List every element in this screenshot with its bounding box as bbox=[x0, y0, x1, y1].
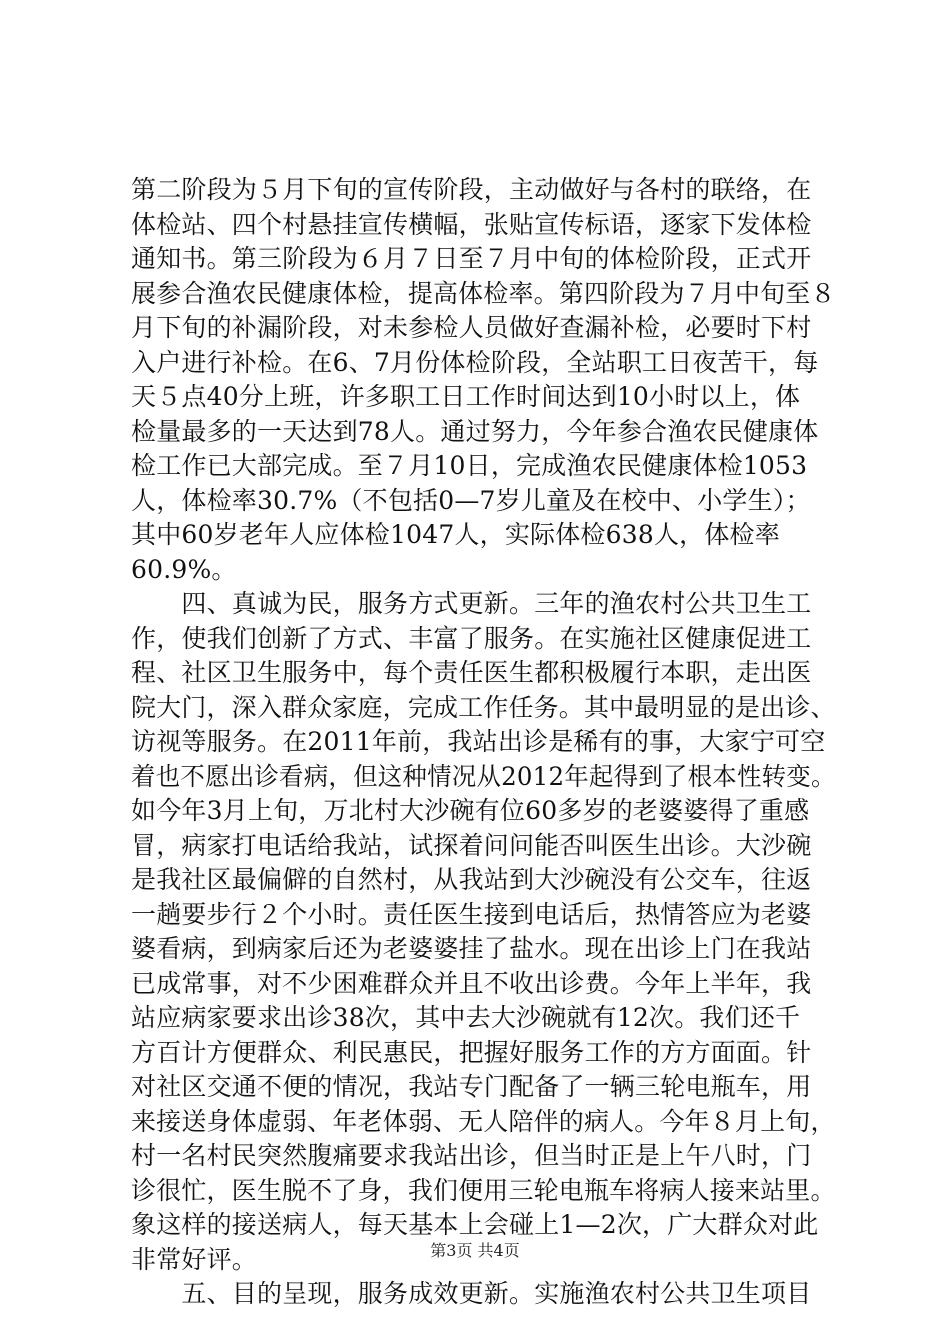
text-line: 象这样的接送病人，每天基本上会碰上1—2次，广大群众对此 bbox=[131, 1210, 819, 1239]
text-line: 天５点40分上班，许多职工日工作时间达到10小时以上，体 bbox=[131, 382, 801, 411]
text-line: 程、社区卫生服务中，每个责任医生都积极履行本职，走出医 bbox=[131, 658, 812, 687]
text-line: 如今年3月上旬，万北村大沙碗有位60多岁的老婆婆得了重感 bbox=[131, 796, 810, 825]
text-line: 体检站、四个村悬挂宣传横幅，张贴宣传标语，逐家下发体检 bbox=[131, 209, 812, 239]
text-line: 站应病家要求出诊38次，其中去大沙碗就有12次。我们还千 bbox=[131, 1003, 801, 1032]
text-line: 院大门，深入群众家庭，完成工作任务。其中最明显的是出诊、 bbox=[131, 692, 836, 722]
text-line: 已成常事，对不少困难群众并且不收出诊费。今年上半年，我 bbox=[131, 968, 812, 998]
text-line: 月下旬的补漏阶段，对未参检人员做好查漏补检，必要时下村 bbox=[131, 313, 812, 342]
text-line: 对社区交通不便的情况，我站专门配备了一辆三轮电瓶车，用 bbox=[131, 1072, 812, 1101]
text-line: 人，体检率30.7%（不包括0—7岁儿童及在校中、小学生）； bbox=[131, 485, 811, 515]
text-line: 五、目的呈现，服务成效更新。实施渔农村公共卫生项目 bbox=[131, 1279, 812, 1308]
text-line: 60.9%。 bbox=[131, 554, 237, 584]
text-line: 一趟要步行２个小时。责任医生接到电话后，热情答应为老婆 bbox=[131, 899, 812, 929]
text-line: 冒，病家打电话给我站，试探着问问能否叫医生出诊。大沙碗 bbox=[131, 830, 812, 860]
text-line: 着也不愿出诊看病，但这种情况从2012年起得到了根本性转变。 bbox=[131, 761, 836, 791]
text-line: 检量最多的一天达到78人。通过努力，今年参合渔农民健康体 bbox=[131, 416, 819, 446]
text-line: 四、真诚为民，服务方式更新。三年的渔农村公共卫生工 bbox=[131, 589, 812, 618]
page-footer: 第3页 共4页 bbox=[430, 1241, 520, 1260]
text-line: 入户进行补检。在6、7月份体检阶段，全站职工日夜苦干，每 bbox=[131, 347, 819, 377]
text-line: 来接送身体虚弱、年老体弱、无人陪伴的病人。今年８月上旬， bbox=[131, 1106, 836, 1136]
body-text bbox=[131, 173, 836, 1312]
text-line: 检工作已大部完成。至７月10日，完成渔农民健康体检1053 bbox=[131, 451, 808, 480]
text-line: 婆看病，到病家后还为老婆婆挂了盐水。现在出诊上门在我站 bbox=[131, 934, 812, 963]
text-line: 村一名村民突然腹痛要求我站出诊，但当时正是上午八时，门 bbox=[131, 1141, 812, 1170]
text-line: 诊很忙，医生脱不了身，我们便用三轮电瓶车将病人接来站里。 bbox=[131, 1175, 836, 1205]
text-line: 第二阶段为５月下旬的宣传阶段，主动做好与各村的联络，在 bbox=[131, 175, 812, 204]
text-line: 作，使我们创新了方式、丰富了服务。在实施社区健康促进工 bbox=[131, 623, 812, 653]
text-line: 方百计方便群众、利民惠民，把握好服务工作的方方面面。针 bbox=[131, 1037, 812, 1067]
text-line: 展参合渔农民健康体检，提高体检率。第四阶段为７月中旬至８ bbox=[131, 278, 836, 308]
text-line: 是我社区最偏僻的自然村，从我站到大沙碗没有公交车，往返 bbox=[131, 865, 812, 894]
text-line: 访视等服务。在2011年前，我站出诊是稀有的事，大家宁可空 bbox=[131, 727, 826, 756]
text-line: 其中60岁老年人应体检1047人，实际体检638人，体检率 bbox=[131, 520, 780, 549]
text-line: 通知书。第三阶段为６月７日至７月中旬的体检阶段，正式开 bbox=[131, 244, 812, 273]
text-line: 非常好评。 bbox=[131, 1244, 258, 1274]
